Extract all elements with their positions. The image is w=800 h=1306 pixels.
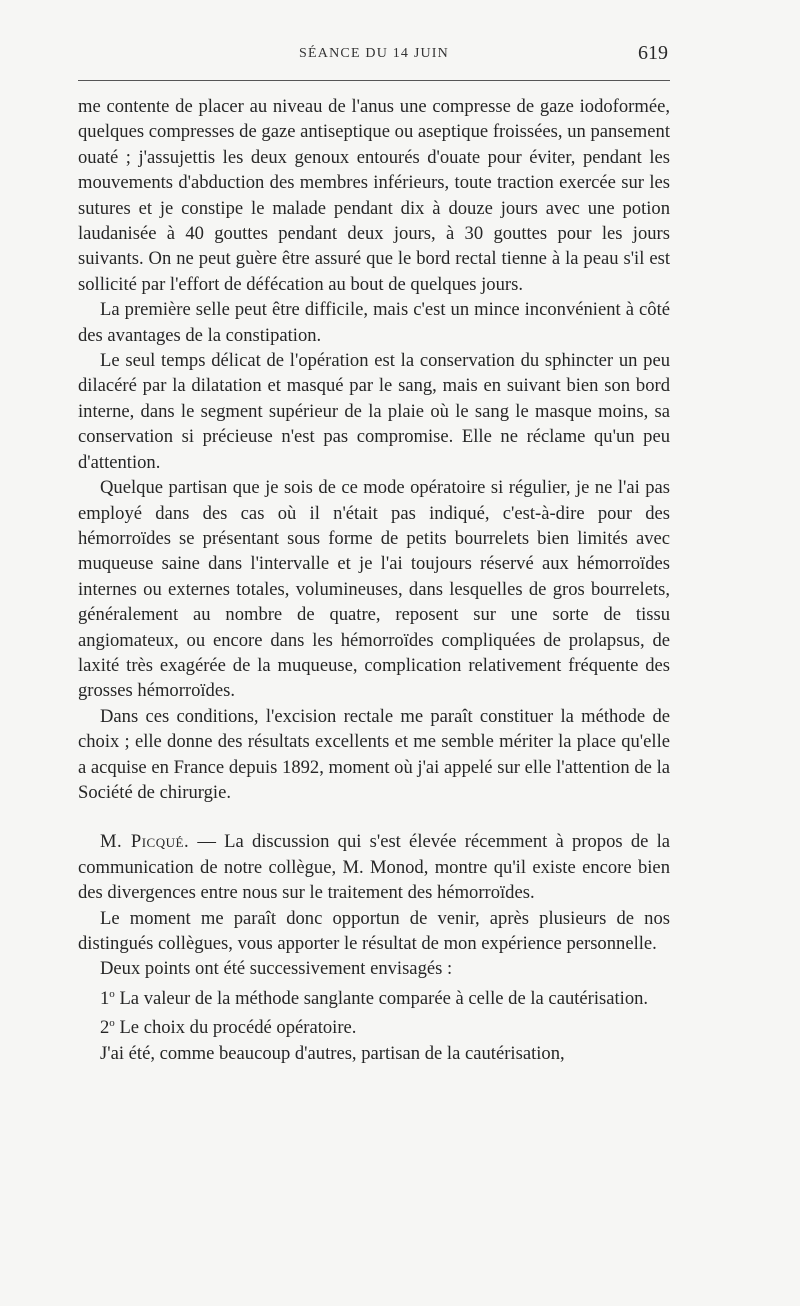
point-degree: o [109, 987, 115, 1000]
body-text [78, 94, 670, 1066]
numbered-point [78, 1011, 670, 1041]
speaker-name: M. Picqué. [100, 831, 190, 853]
paragraph-continued: me contente de placer au niveau de l'anus une compresse de gaze iodoformée, quelques compresses de gaze antiseptique ou aseptique froissées, un pansement ouaté ; j'assujettis les deux genoux entourés d'ouate pour éviter, pendant les mouvements d'abduction des membres inférieurs, toute traction exercée sur les sutures et je constipe le malade pendant dix à douze jours avec une potion laudanisée à 40 gouttes pendant deux jours, à 30 gouttes pour les jours suivants. On ne peut guère être assuré que le bord rectal tienne à la peau s'il est sollicité par l'effort de défécation au bout de quelques jours. [78, 96, 670, 295]
point-number: 1 [100, 988, 110, 1009]
point-degree: o [109, 1017, 115, 1030]
paragraph: Dans ces conditions, l'excision rectale me paraît constituer la méthode de choix ; elle donne des résultats excellents et me semble mériter la place qu'elle a acquise en France depuis 1892, moment où j'ai appelé sur elle l'attention de la Société de chirurgie. [78, 705, 670, 803]
point-text: La valeur de la méthode sanglante comparée à celle de la cautérisation. [119, 988, 649, 1009]
speech-dash: — [197, 831, 216, 853]
paragraph: Deux points ont été successivement envisagés : [100, 958, 453, 980]
paragraph: Le seul temps délicat de l'opération est la conservation du sphincter un peu dilacéré par la dilatation et masqué par le sang, mais en suivant bien son bord interne, dans le segment supérieur de la plaie où le sang le masque moins, sa conservation si précieuse n'est pas compromise. Elle ne réclame qu'un peu d'attention. [78, 350, 670, 473]
page-number: 619 [638, 42, 668, 64]
paragraph: Quelque partisan que je sois de ce mode opératoire si régulier, je ne l'ai pas employé dans des cas où il n'était pas indiqué, c'est-à-dire pour des hémorroïdes se présentant sous forme de petits bourrelets bien limités avec muqueuse saine dans l'intervalle et je l'ai toujours réservé aux hémorroïdes internes ou externes totales, volumineuses, dans lesquelles de gros bourrelets, généralement au nombre de quatre, reposent sur une sorte de tissu angiomateux, ou encore dans les hémorroïdes compliquées de prolapsus, de laxité très exagérée de la muqueuse, complication relativement fréquente des grosses hémorroïdes. [78, 477, 670, 702]
speech-paragraph [78, 829, 670, 905]
paragraph: La première selle peut être difficile, mais c'est un mince inconvénient à côté des avantages de la constipation. [78, 299, 670, 346]
speech-text: La discussion qui s'est élevée récemment à propos de la communication de notre collègue, M. Monod, montre qu'il existe encore bien des divergences entre nous sur le traitement des hémorroïdes. [78, 831, 670, 904]
paragraph: J'ai été, comme beaucoup d'autres, partisan de la cautérisation, [100, 1043, 565, 1064]
header-rule [78, 80, 670, 81]
numbered-point [78, 982, 670, 1012]
running-title: SÉANCE DU 14 JUIN [299, 46, 449, 61]
point-number: 2 [100, 1017, 110, 1039]
running-head [78, 42, 670, 72]
point-text: Le choix du procédé opératoire. [119, 1017, 357, 1039]
paragraph: Le moment me paraît donc opportun de venir, après plusieurs de nos distingués collègues, vous apporter le résultat de mon expérience personnelle. [78, 907, 670, 954]
